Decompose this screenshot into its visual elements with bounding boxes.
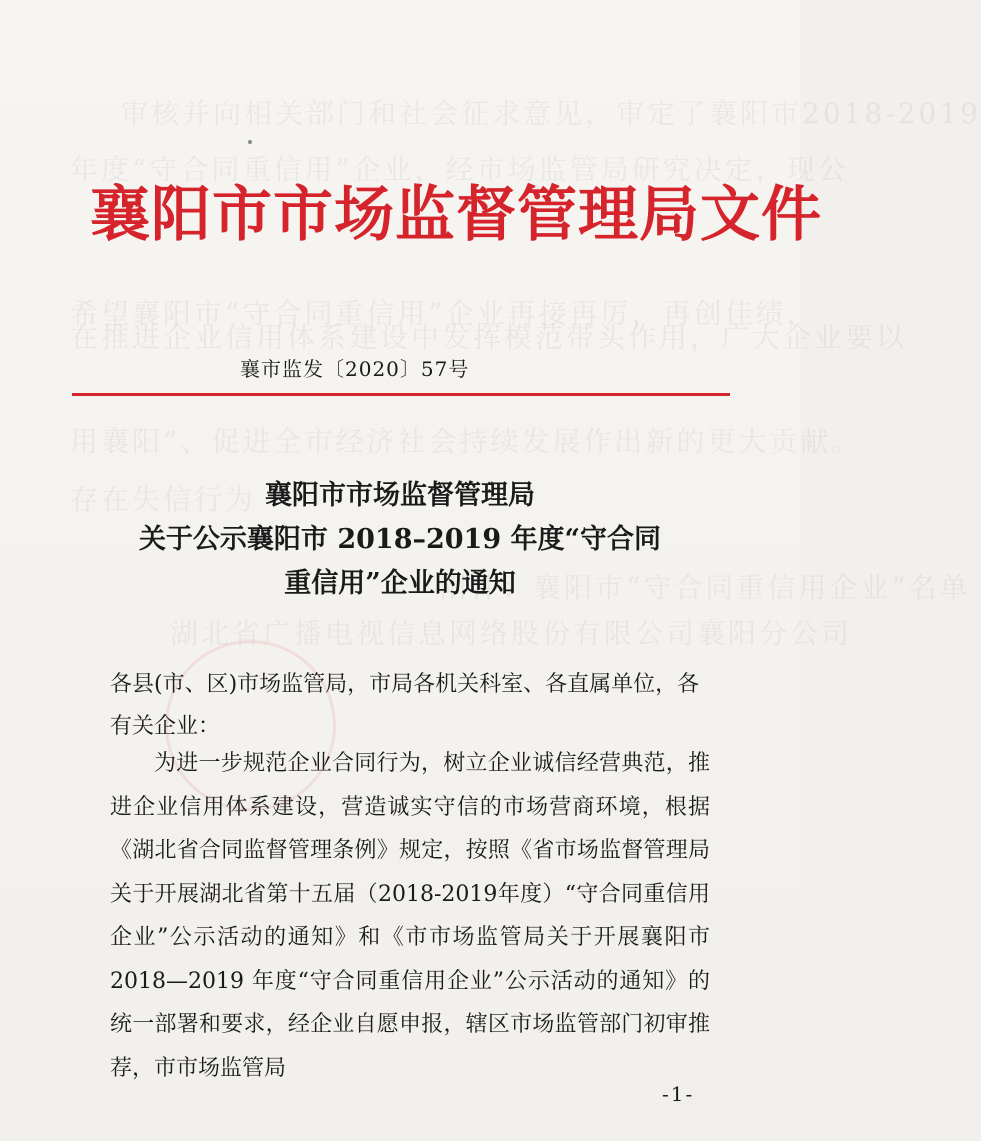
- notice-title-line: 重信用”企业的通知: [284, 568, 516, 599]
- body-paragraph: 为进一步规范企业合同行为，树立企业诚信经营典范，推进企业信用体系建设，营造诚实守信的市场营商环境，根据《湖北省合同监督管理条例》规定，按照《省市场监督管理局关于开展湖北省第十五届（2018-2019年度）“守合同重信用企业”公示活动的通知》和《市市场监管局关于开展襄阳市 2018—2019 年度“守合同重信用企业”公示活动的通知》的统一部署和要求，经企业自愿申报，辖区市场监管部门初审推荐，市市场监管局: [110, 751, 710, 1081]
- punch-mark: [248, 140, 252, 144]
- red-divider-line: [72, 393, 730, 396]
- bleed-through-text: 在推进企业信用体系建设中发挥模范带头作用，广大企业要以: [70, 321, 908, 354]
- bleed-through-text: 存在失信行为: [70, 483, 257, 516]
- page-number: -1-: [662, 1082, 695, 1106]
- notice-title-line: 关于公示襄阳市 2018–2019 年度“守合同: [138, 524, 662, 555]
- bleed-through-text: 用襄阳”、促进全市经济社会持续发展作出新的更大贡献。: [70, 425, 863, 458]
- document-header-title: 襄阳市市场监督管理局文件: [90, 180, 822, 250]
- notice-title: [110, 474, 690, 606]
- bleed-through-text: 审核并向相关部门和社会征求意见，审定了襄阳市2018-2019: [120, 97, 981, 130]
- salutation: 各县(市、区)市场监管局，市局各机关科室、各直属单位，各有关企业：: [110, 672, 700, 739]
- bleed-through-text: 希望襄阳市“守合同重信用”企业再接再厉，再创佳绩，: [70, 297, 818, 330]
- bleed-through-text: 附件：襄阳市“守合同重信用企业”名单: [440, 571, 971, 604]
- document-number: 襄市监发〔2020〕57号: [240, 357, 470, 381]
- bleed-through-text: 年度“守合同重信用”企业，经市场监管局研究决定，现公: [70, 153, 849, 186]
- notice-title-line: 襄阳市市场监督管理局: [265, 480, 535, 511]
- bleed-through-text: 湖北省广播电视信息网络股份有限公司襄阳分公司: [170, 617, 853, 650]
